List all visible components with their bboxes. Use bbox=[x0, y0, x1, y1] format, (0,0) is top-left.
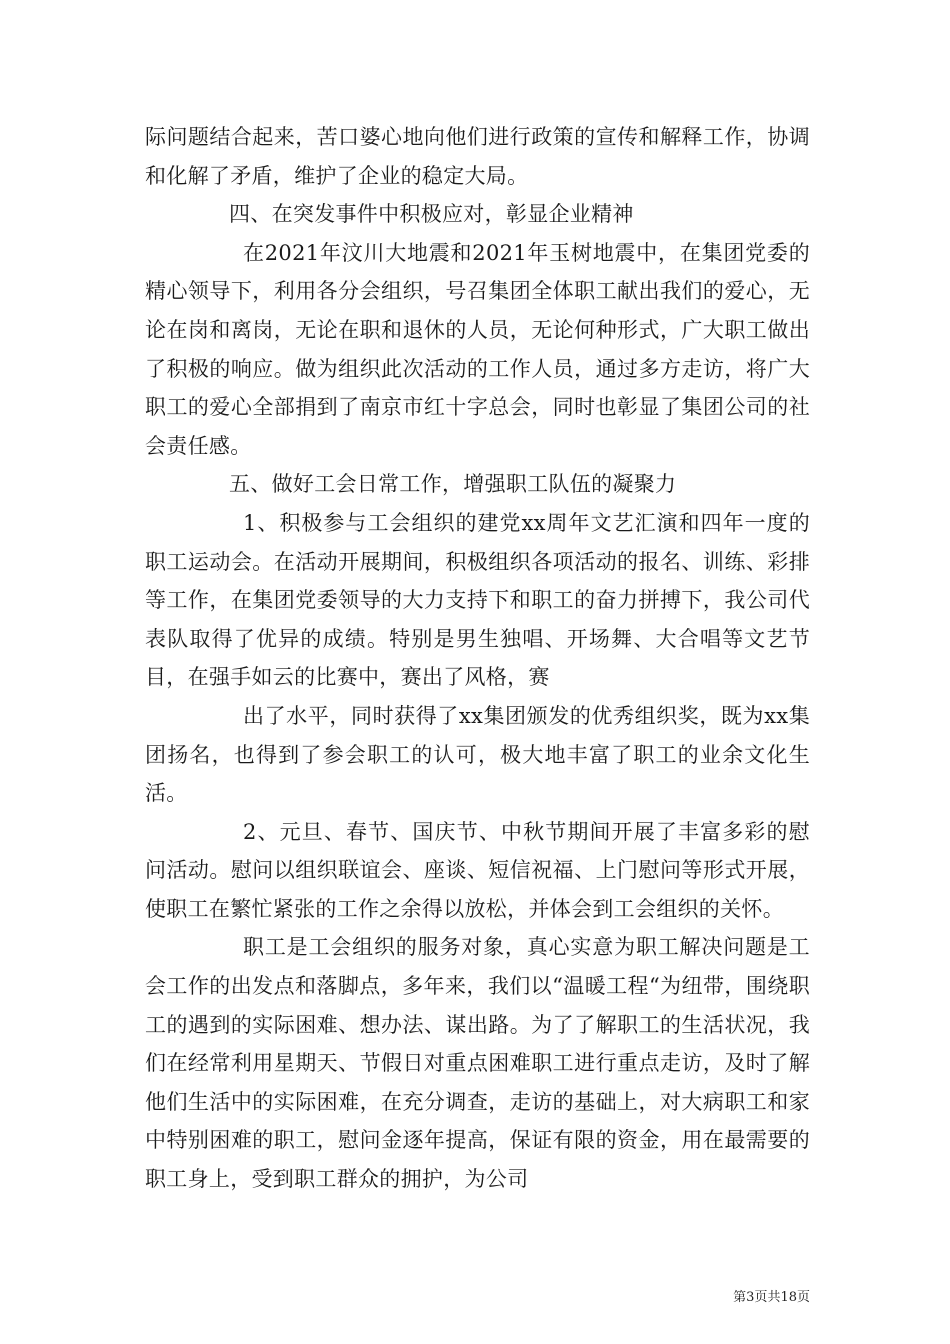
section-heading: 五、做好工会日常工作，增强职工队伍的凝聚力 bbox=[229, 472, 677, 497]
page-number-footer: 第3页共18页 bbox=[733, 1290, 810, 1305]
body-paragraph: 在2021年汶川大地震和2021年玉树地震中，在集团党委的精心领导下，利用各分会组织，号召集团全体职工献出我们的爱心，无论在岗和离岗，无论在职和退休的人员，无论何种形式，广大职工做出了积极的响应。做为组织此次活动的工作人员，通过多方走访，将广大职工的爱心全部捐到了南京市红十字总会，同时也彰显了集团公司的社会责任感。 bbox=[145, 240, 810, 458]
body-paragraph: 1、积极参与工会组织的建党xx周年文艺汇演和四年一度的职工运动会。在活动开展期间，积极组织各项活动的报名、训练、彩排等工作，在集团党委领导的大力支持下和职工的奋力拼搏下，我公司代表队取得了优异的成绩。特别是男生独唱、开场舞、大合唱等文艺节目，在强手如云的比赛中，赛出了风格，赛 bbox=[145, 510, 810, 690]
document-body bbox=[145, 118, 810, 1199]
body-paragraph: 2、元旦、春节、国庆节、中秋节期间开展了丰富多彩的慰问活动。慰问以组织联谊会、座谈、短信祝福、上门慰问等形式开展，使职工在繁忙紧张的工作之余得以放松，并体会到工会组织的关怀。 bbox=[145, 819, 810, 921]
section-heading: 四、在突发事件中积极应对，彰显企业精神 bbox=[229, 202, 634, 227]
body-paragraph: 际问题结合起来，苦口婆心地向他们进行政策的宣传和解释工作，协调和化解了矛盾，维护了企业的稳定大局。 bbox=[145, 125, 810, 188]
body-paragraph: 职工是工会组织的服务对象，真心实意为职工解决问题是工会工作的出发点和落脚点，多年来，我们以“温暖工程“为纽带，围绕职工的遇到的实际困难、想办法、谋出路。为了了解职工的生活状况，我们在经常利用星期天、节假日对重点困难职工进行重点走访，及时了解他们生活中的实际困难，在充分调查，走访的基础上，对大病职工和家中特别困难的职工，慰问金逐年提高，保证有限的资金，用在最需要的职工身上，受到职工群众的拥护，为公司 bbox=[145, 935, 810, 1192]
body-paragraph: 出了水平，同时获得了xx集团颁发的优秀组织奖，既为xx集团扬名，也得到了参会职工的认可，极大地丰富了职工的业余文化生活。 bbox=[145, 703, 810, 806]
